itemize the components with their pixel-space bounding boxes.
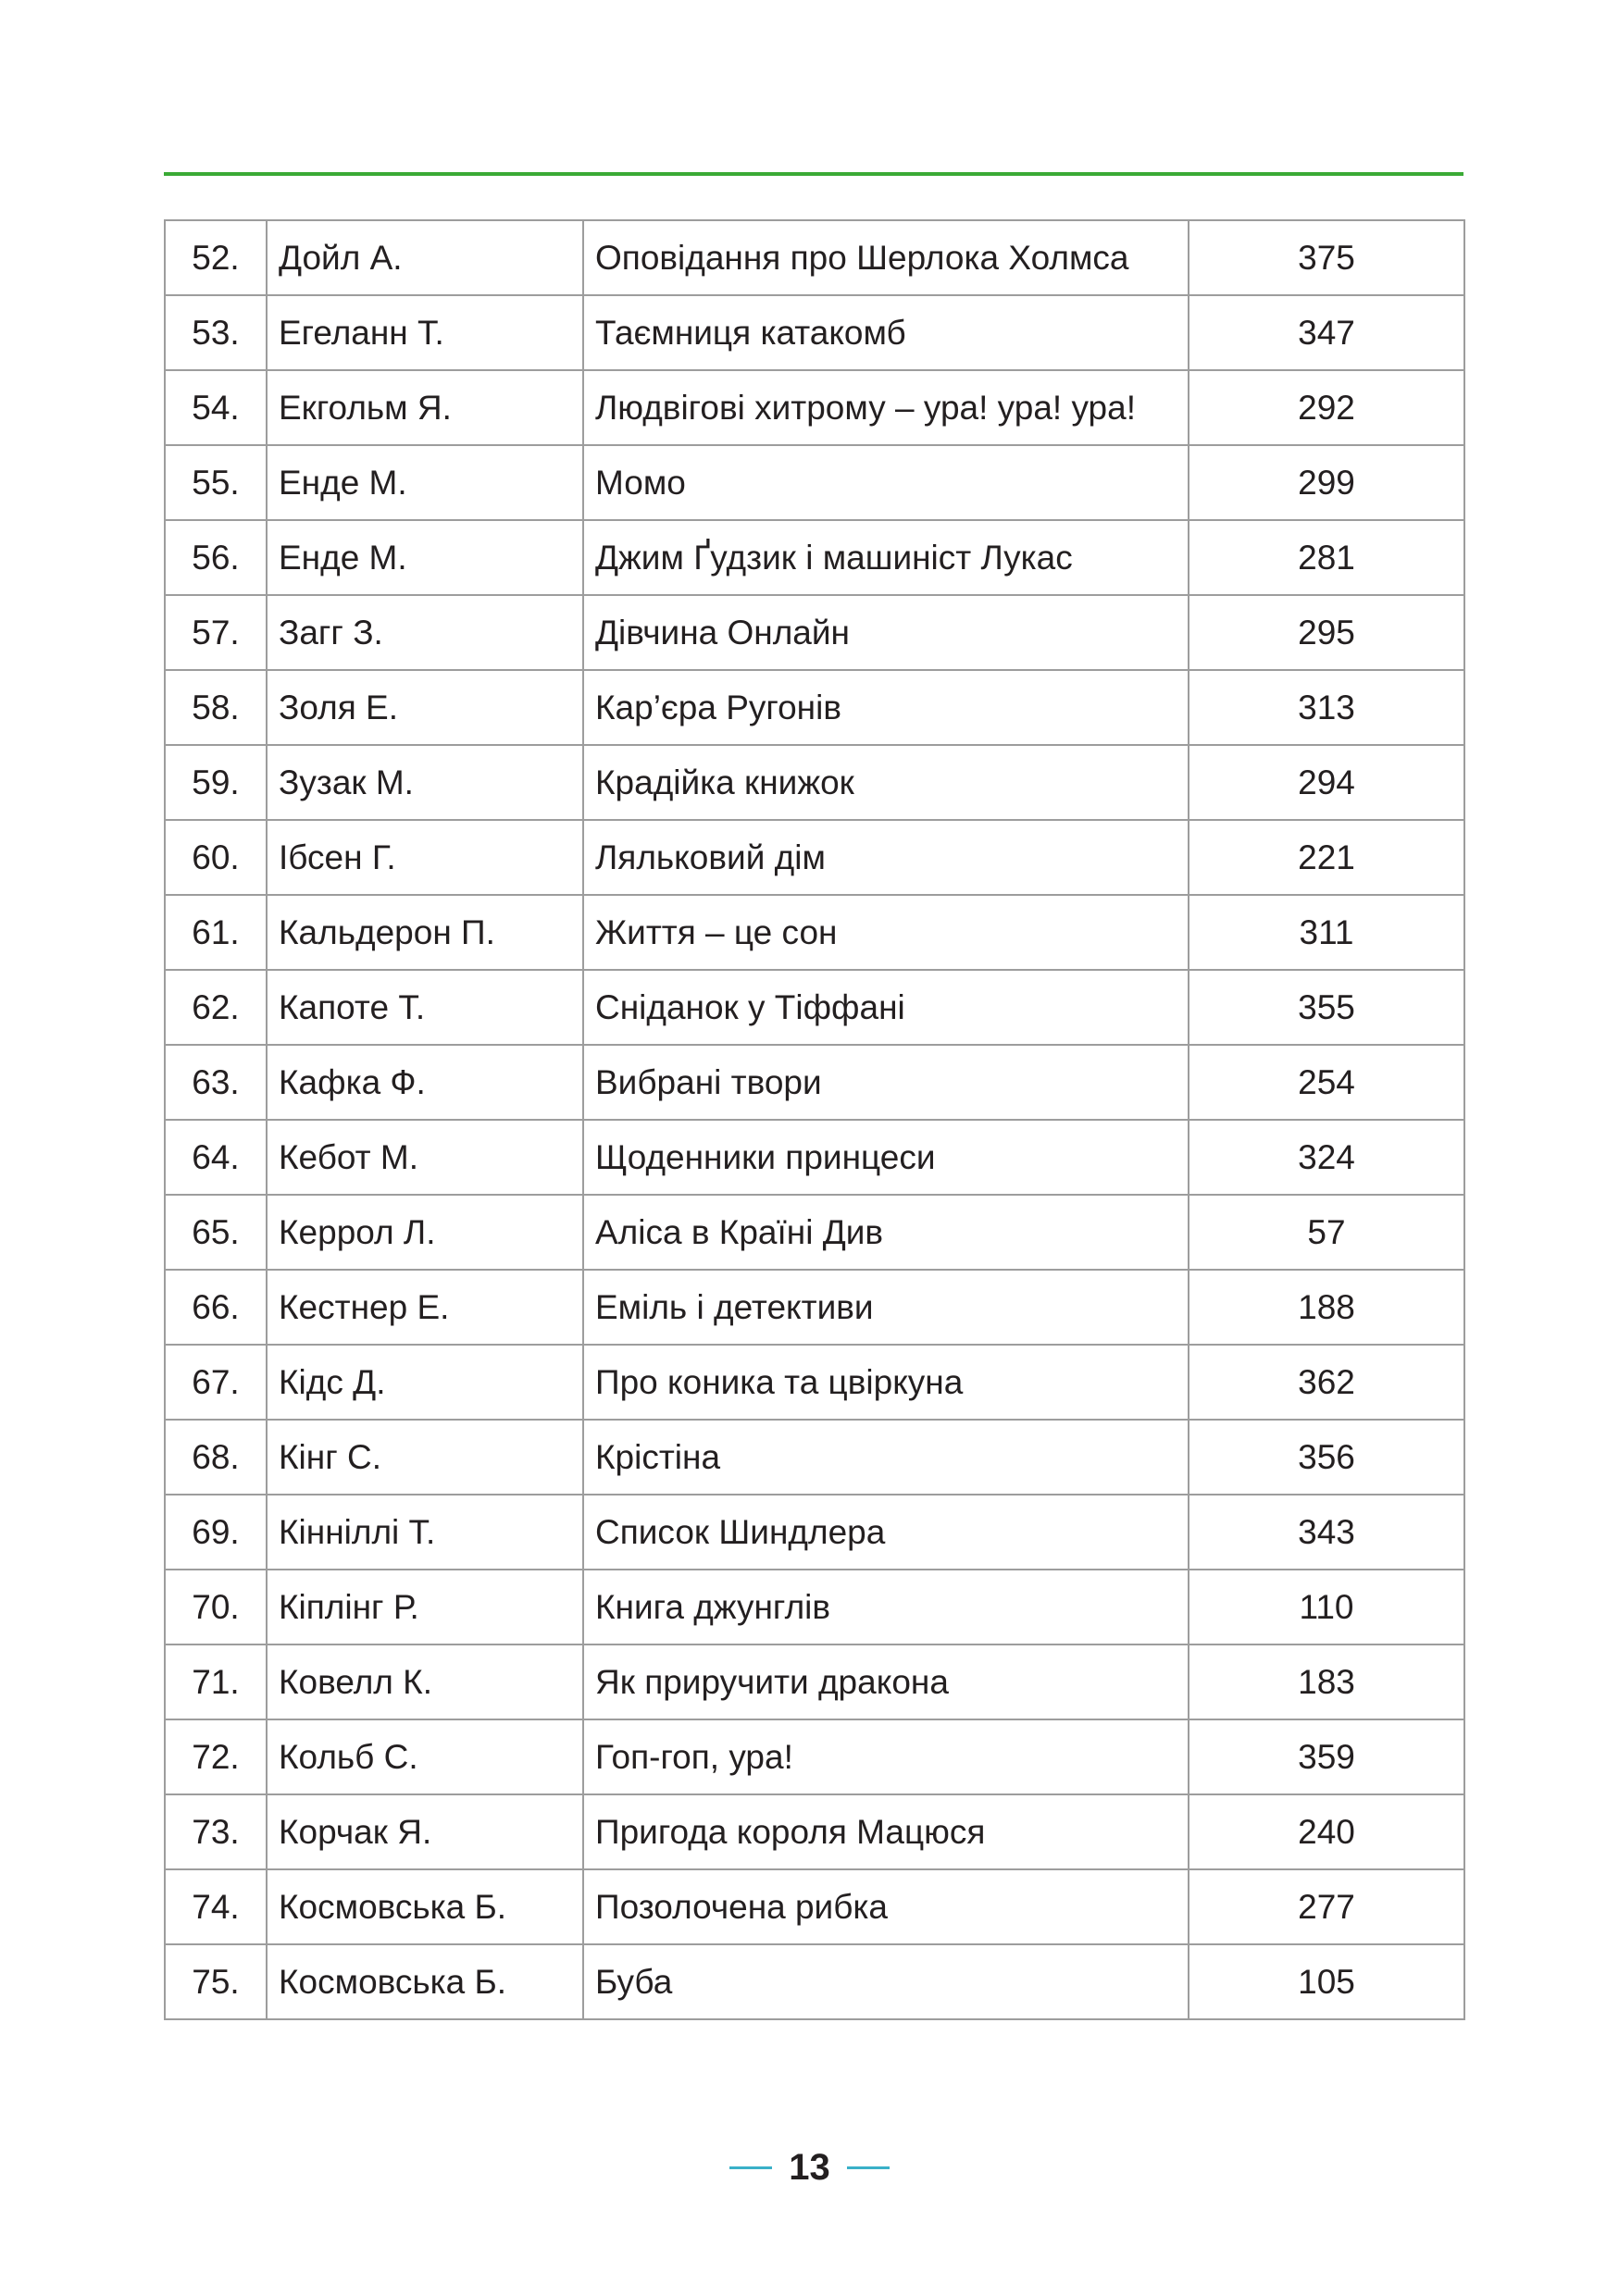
author-cell: Загг З. (267, 595, 583, 670)
row-number: 74. (165, 1869, 267, 1944)
pages-cell: 295 (1189, 595, 1464, 670)
pages-cell: 292 (1189, 370, 1464, 445)
table-row (165, 1719, 1464, 1794)
author-cell: Кебот М. (267, 1120, 583, 1195)
title-cell: Про коника та цвіркуна (583, 1345, 1189, 1420)
title-cell: Буба (583, 1944, 1189, 2019)
pages-cell: 294 (1189, 745, 1464, 820)
author-cell: Кестнер Е. (267, 1270, 583, 1345)
title-cell: Життя – це сон (583, 895, 1189, 970)
table-row (165, 820, 1464, 895)
table-row (165, 520, 1464, 595)
pages-cell: 356 (1189, 1420, 1464, 1495)
table-row (165, 970, 1464, 1045)
author-cell: Капоте Т. (267, 970, 583, 1045)
author-cell: Керрол Л. (267, 1195, 583, 1270)
pages-cell: 324 (1189, 1120, 1464, 1195)
author-cell: Кінг С. (267, 1420, 583, 1495)
row-number: 64. (165, 1120, 267, 1195)
title-cell: Оповідання про Шерлока Холмса (583, 220, 1189, 295)
row-number: 55. (165, 445, 267, 520)
row-number: 52. (165, 220, 267, 295)
table-row (165, 1944, 1464, 2019)
row-number: 62. (165, 970, 267, 1045)
author-cell: Космовська Б. (267, 1944, 583, 2019)
pages-cell: 355 (1189, 970, 1464, 1045)
author-cell: Кольб С. (267, 1719, 583, 1794)
table-row (165, 1045, 1464, 1120)
pages-cell: 277 (1189, 1869, 1464, 1944)
book-list-table (164, 219, 1465, 2020)
table-row (165, 1869, 1464, 1944)
title-cell: Еміль і детективи (583, 1270, 1189, 1345)
page-footer (0, 2141, 1619, 2193)
author-cell: Екгольм Я. (267, 370, 583, 445)
row-number: 68. (165, 1420, 267, 1495)
row-number: 60. (165, 820, 267, 895)
author-cell: Дойл А. (267, 220, 583, 295)
header-rule (164, 172, 1463, 176)
title-cell: Список Шиндлера (583, 1495, 1189, 1570)
row-number: 66. (165, 1270, 267, 1345)
title-cell: Ляльковий дім (583, 820, 1189, 895)
author-cell: Егеланн Т. (267, 295, 583, 370)
pages-cell: 254 (1189, 1045, 1464, 1120)
title-cell: Таємниця катакомб (583, 295, 1189, 370)
table-row (165, 370, 1464, 445)
footer-dash-right (847, 2166, 890, 2169)
title-cell: Крадійка книжок (583, 745, 1189, 820)
row-number: 71. (165, 1644, 267, 1719)
table-row (165, 1794, 1464, 1869)
title-cell: Дівчина Онлайн (583, 595, 1189, 670)
author-cell: Енде М. (267, 445, 583, 520)
book-list-body (165, 220, 1464, 2019)
title-cell: Як приручити дракона (583, 1644, 1189, 1719)
row-number: 72. (165, 1719, 267, 1794)
title-cell: Крістіна (583, 1420, 1189, 1495)
table-row (165, 595, 1464, 670)
table-row (165, 1195, 1464, 1270)
row-number: 57. (165, 595, 267, 670)
table-row (165, 1570, 1464, 1644)
pages-cell: 188 (1189, 1270, 1464, 1345)
table-row (165, 1120, 1464, 1195)
title-cell: Людвігові хитрому – ура! ура! ура! (583, 370, 1189, 445)
author-cell: Кіплінг Р. (267, 1570, 583, 1644)
pages-cell: 343 (1189, 1495, 1464, 1570)
title-cell: Вибрані твори (583, 1045, 1189, 1120)
table-row (165, 1495, 1464, 1570)
row-number: 69. (165, 1495, 267, 1570)
table-row (165, 1270, 1464, 1345)
row-number: 59. (165, 745, 267, 820)
author-cell: Кафка Ф. (267, 1045, 583, 1120)
pages-cell: 375 (1189, 220, 1464, 295)
title-cell: Сніданок у Тіффані (583, 970, 1189, 1045)
author-cell: Зузак М. (267, 745, 583, 820)
row-number: 56. (165, 520, 267, 595)
title-cell: Джим Ґудзик і машиніст Лукас (583, 520, 1189, 595)
pages-cell: 359 (1189, 1719, 1464, 1794)
page-number: 13 (789, 2146, 830, 2188)
row-number: 75. (165, 1944, 267, 2019)
table-row (165, 745, 1464, 820)
author-cell: Кінніллі Т. (267, 1495, 583, 1570)
row-number: 58. (165, 670, 267, 745)
author-cell: Кідс Д. (267, 1345, 583, 1420)
author-cell: Космовська Б. (267, 1869, 583, 1944)
author-cell: Корчак Я. (267, 1794, 583, 1869)
pages-cell: 240 (1189, 1794, 1464, 1869)
pages-cell: 313 (1189, 670, 1464, 745)
table-row (165, 1644, 1464, 1719)
row-number: 73. (165, 1794, 267, 1869)
pages-cell: 221 (1189, 820, 1464, 895)
pages-cell: 110 (1189, 1570, 1464, 1644)
table-row (165, 445, 1464, 520)
author-cell: Кальдерон П. (267, 895, 583, 970)
title-cell: Книга джунглів (583, 1570, 1189, 1644)
title-cell: Аліса в Країні Див (583, 1195, 1189, 1270)
pages-cell: 311 (1189, 895, 1464, 970)
pages-cell: 347 (1189, 295, 1464, 370)
title-cell: Пригода короля Мацюся (583, 1794, 1189, 1869)
title-cell: Момо (583, 445, 1189, 520)
row-number: 54. (165, 370, 267, 445)
title-cell: Щоденники принцеси (583, 1120, 1189, 1195)
pages-cell: 281 (1189, 520, 1464, 595)
title-cell: Кар’єра Ругонів (583, 670, 1189, 745)
row-number: 63. (165, 1045, 267, 1120)
row-number: 65. (165, 1195, 267, 1270)
pages-cell: 105 (1189, 1944, 1464, 2019)
table-row (165, 1345, 1464, 1420)
pages-cell: 299 (1189, 445, 1464, 520)
table-row (165, 1420, 1464, 1495)
table-row (165, 295, 1464, 370)
pages-cell: 362 (1189, 1345, 1464, 1420)
footer-dash-left (729, 2166, 772, 2169)
author-cell: Енде М. (267, 520, 583, 595)
author-cell: Золя Е. (267, 670, 583, 745)
table-row (165, 895, 1464, 970)
pages-cell: 57 (1189, 1195, 1464, 1270)
row-number: 61. (165, 895, 267, 970)
table-row (165, 670, 1464, 745)
row-number: 53. (165, 295, 267, 370)
row-number: 70. (165, 1570, 267, 1644)
pages-cell: 183 (1189, 1644, 1464, 1719)
title-cell: Гоп-гоп, ура! (583, 1719, 1189, 1794)
table-row (165, 220, 1464, 295)
row-number: 67. (165, 1345, 267, 1420)
author-cell: Ібсен Г. (267, 820, 583, 895)
title-cell: Позолочена рибка (583, 1869, 1189, 1944)
author-cell: Ковелл К. (267, 1644, 583, 1719)
